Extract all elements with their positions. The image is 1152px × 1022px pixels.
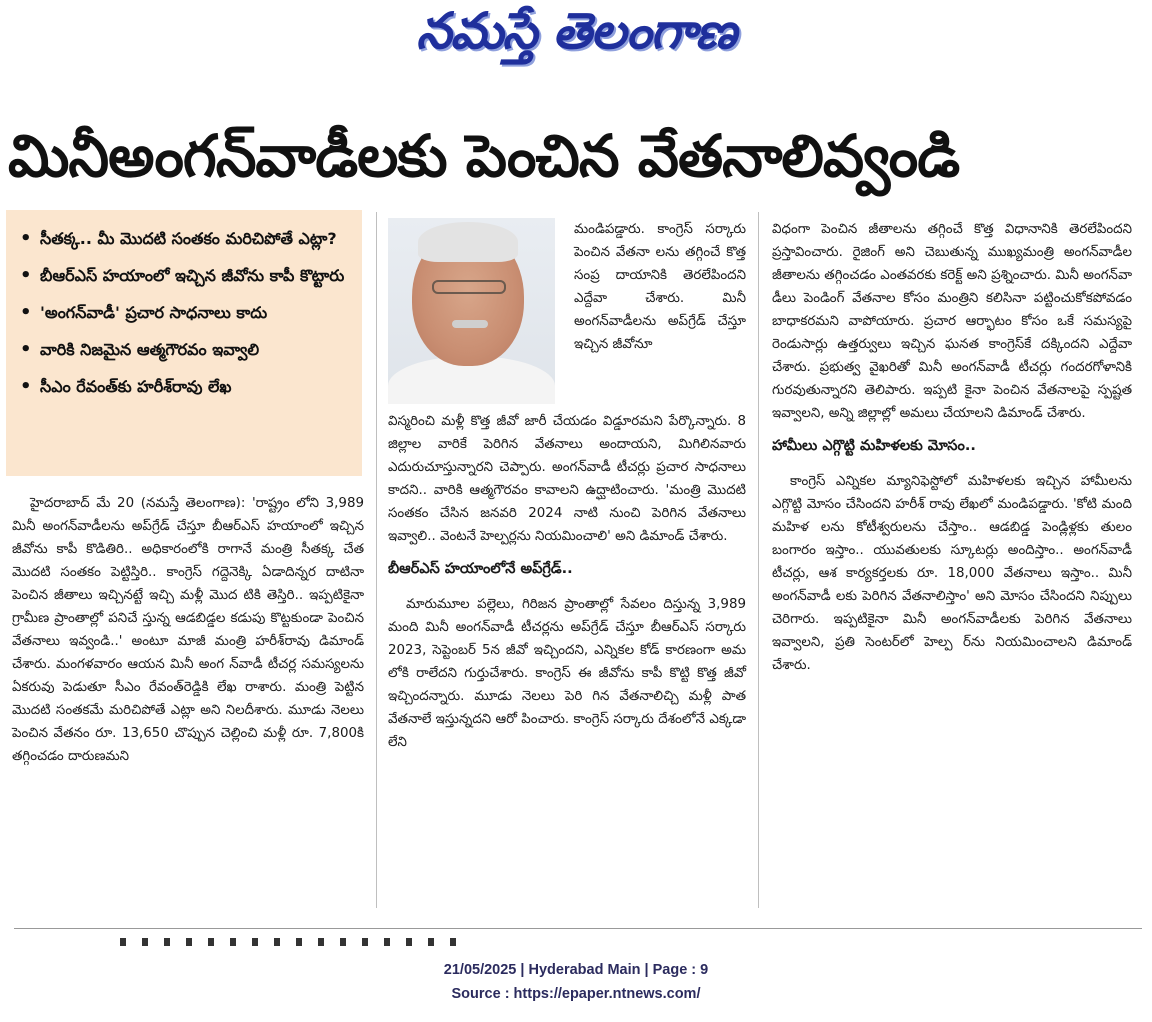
footer-source-link[interactable]: Source : https://epaper.ntnews.com/: [451, 986, 701, 1002]
column-2-text: విస్మరించి మళ్లీ కొత్త జీవో జారీ చేయడం విడ్డూరమని పేర్కొన్నారు. 8 జిల్లాల వారికే పెరిగిన వేతనాలు అందాయని, మిగిలినవారు ఎదురుచూస్తున్నారని చెప్పారు. అంగన్‌వాడీ టీచర్లు ప్రచార సాధనాలు కాదని.. వారికి ఆత్మగౌరవం కావాలని ఉద్ఘాటించారు. 'మంత్రి మొదటి సంతకం చేసిన జనవరి 2024 నాటి నుంచి పెరిగిన వేతనాలు ఇవ్వాలి.. వెంటనే హెల్పర్లను నియమించాలి' అని డిమాండ్ చేశారు.: [388, 414, 746, 544]
column-1-text: హైదరాబాద్ మే 20 (నమస్తే తెలంగాణ): 'రాష్ట్రం లోని 3,989 మినీ అంగన్‌వాడీలను అప్‌గ్రేడ్ చేస్తూ బీఆర్‌ఎస్ హయాంలో ఇచ్చిన జీవోను కాపీ కొడితిరి.. అధికారంలోకి రాగానే మంత్రి సీతక్క చేత మొదటి సంతకం పెట్టిస్తిరి.. కాంగ్రెస్ గద్దెనెక్కి ఏడాదిన్నర దాటినా పెంచిన జీతాలు ఇచ్చినట్టే ఇచ్చి మళ్లీ మొద టికి తెస్తిరి.. ఇప్పటికైనా గ్రామీణ ప్రాంతాల్లో పనిచే స్తున్న ఆడబిడ్డల కడుపు కొట్టకుండా పెంచిన వేతనాలు ఇవ్వండి..' అంటూ మాజీ మంత్రి హరీశ్‌రావు డిమాండ్ చేశారు. మంగళవారం ఆయన మినీ అంగ న్‌వాడీ టీచర్ల సమస్యలను ఏకరువు పెడుతూ సీఎం రేవంత్‌రెడ్డికి లేఖ రాశారు. మంత్రి పెట్టిన మొదటి సంతకమే మరిచిపోతే ఎట్లా అని నిలదీశారు. మూడు నెలలు పెంచిన వేతనం రూ. 13,650 చొప్పున చెల్లించి మళ్లీ రూ. 7,800కి తగ్గించడం దారుణమని: [12, 496, 364, 764]
highlights-box: [6, 210, 362, 476]
article-headline: మినీఅంగన్‌వాడీలకు పెంచిన వేతనాలివ్వండి: [8, 122, 960, 190]
column-2-top-text: మండిపడ్డారు. కాంగ్రెస్ సర్కారు పెంచిన వేతనా లను తగ్గించే కొత్త సంప్ర దాయానికి తెరలేపిందని ఎద్దేవా చేశారు. మినీ అంగన్‌వాడీలను అప్‌గ్రేడ్ చేస్తూ ఇచ్చిన జీవోనూ: [574, 222, 746, 352]
photo-mustache: [452, 320, 488, 328]
photo-glasses: [432, 280, 506, 294]
column-3-paragraph-2: కాంగ్రెస్ ఎన్నికల మ్యానిఫెస్టోలో మహిళలకు ఇచ్చిన హామీలను ఎగ్గొట్టి మోసం చేసిందని హరీశ్ రావు లేఖలో మండిపడ్డారు. 'కోటి మంది మహిళ లను కోటీశ్వరులను చేస్తాం.. ఆడబిడ్డ పెండ్లిళ్లకు తులం బంగారం ఇస్తాం.. యువతులకు స్కూటర్లు అందిస్తాం.. అంగన్‌వాడీ టీచర్లు, ఆశ కార్యకర్తలకు రూ. 18,000 వేతనాలు ఇస్తాం.. మినీ అంగన్‌వాడీ లకు పెరిగిన వేతనాలిస్తాం' అని మోసం చేసిందని నిప్పులు చెరిగారు. ఇప్పటికైనా మినీ అంగన్‌వాడీలకు పెరిగిన వేతనాలు ఇవ్వాలని, ప్రతి సెంటర్‌లో హెల్ప ర్‌ను నియమించాలని డిమాండ్ చేశారు.: [772, 474, 1132, 673]
column-2-subheading: బీఆర్‌ఎస్ హయాంలోనే అప్‌గ్రేడ్..: [388, 561, 573, 577]
highlight-item: • బీఆర్‌ఎస్ హయాంలో ఇచ్చిన జీవోను కాపీ కొట్టారు: [18, 257, 354, 294]
cut-off-text-row: [120, 938, 460, 946]
page-footer: [0, 958, 1152, 1006]
article-column-2-top: [574, 218, 746, 356]
masthead-logo: [0, 2, 1152, 72]
column-divider: [758, 212, 759, 908]
highlight-item: • సీఎం రేవంత్‌కు హరీశ్‌రావు లేఖ: [18, 368, 354, 405]
article-column-2: [388, 410, 746, 754]
column-3-subheading: హామీలు ఎగ్గొట్టి మహిళలకు మోసం..: [772, 438, 976, 454]
footer-date-edition: 21/05/2025 | Hyderabad Main | Page : 9: [443, 962, 709, 978]
column-divider: [376, 212, 377, 908]
highlight-item: • 'అంగన్‌వాడీ' ప్రచార సాధనాలు కాదు: [18, 294, 354, 331]
article-column-1: [12, 492, 364, 768]
column-2-paragraph-2: మారుమూల పల్లెలు, గిరిజన ప్రాంతాల్లో సేవలం దిస్తున్న 3,989 మంది మినీ అంగన్‌వాడీ టీచర్లను అప్‌గ్రేడ్ చేస్తూ బీఆర్‌ఎస్ సర్కారు 2023, సెప్టెంబర్ 5న జీవో ఇచ్చిందని, ఎన్నికల కోడ్ కారణంగా అమ లోకి రాలేదని గుర్తుచేశారు. కాంగ్రెస్ ఈ జీవోను కాపీ కొట్టి కొత్త జీవో ఇచ్చిందన్నారు. మూడు నెలలు పెరి గిన వేతనాలిచ్చి మళ్లీ పాత వేతనాలే ఇస్తున్నదని ఆరో పించారు. కాంగ్రెస్ సర్కారు దేశంలోనే ఎక్కడా లేని: [388, 597, 746, 750]
article-column-3: [772, 218, 1132, 677]
portrait-photo: [388, 218, 555, 404]
page-bottom-rule: [14, 928, 1142, 929]
column-3-text: విధంగా పెంచిన జీతాలను తగ్గించే కొత్త విధానానికి తెరలేపిందని ప్రస్తావించారు. రైజింగ్ అని చెబుతున్న ముఖ్యమంత్రి అంగన్‌వాడీల జీతాలను తగ్గించడం ఎంతవరకు కరెక్ట్ అని ప్రశ్నించారు. మినీ అంగన్‌వా డీలు పెండింగ్ వేతనాల కోసం మంత్రిని కలిసినా పట్టించుకోకపోవడం బాధాకరమని వాపోయారు. ప్రచార ఆర్భాటం కోసం ఒకే సమస్యపై రెండుసార్లు ఉత్తర్వులు ఇచ్చిన ఘనత కాంగ్రెస్‌కే దక్కిందని ఎద్దేవా చేశారు. ప్రభుత్వ వైఖరితో మినీ అంగన్‌వాడీ టీచర్లు గందరగోళానికి గురవుతున్నారని తెలిపారు. ఇప్పటి కైనా పెంచిన వేతనాలపై స్పష్టత ఇవ్వాలని, అన్ని జిల్లాల్లో అమలు చేయాలని డిమాండ్ చేశారు.: [772, 222, 1132, 421]
highlight-item: • వారికి నిజమైన ఆత్మగౌరవం ఇవ్వాలి: [18, 331, 354, 368]
masthead-title: నమస్తే తెలంగాణ: [416, 2, 736, 60]
highlight-item: • సీతక్క.. మీ మొదటి సంతకం మరిచిపోతే ఎట్లా?: [18, 220, 354, 257]
photo-hair: [418, 222, 518, 262]
